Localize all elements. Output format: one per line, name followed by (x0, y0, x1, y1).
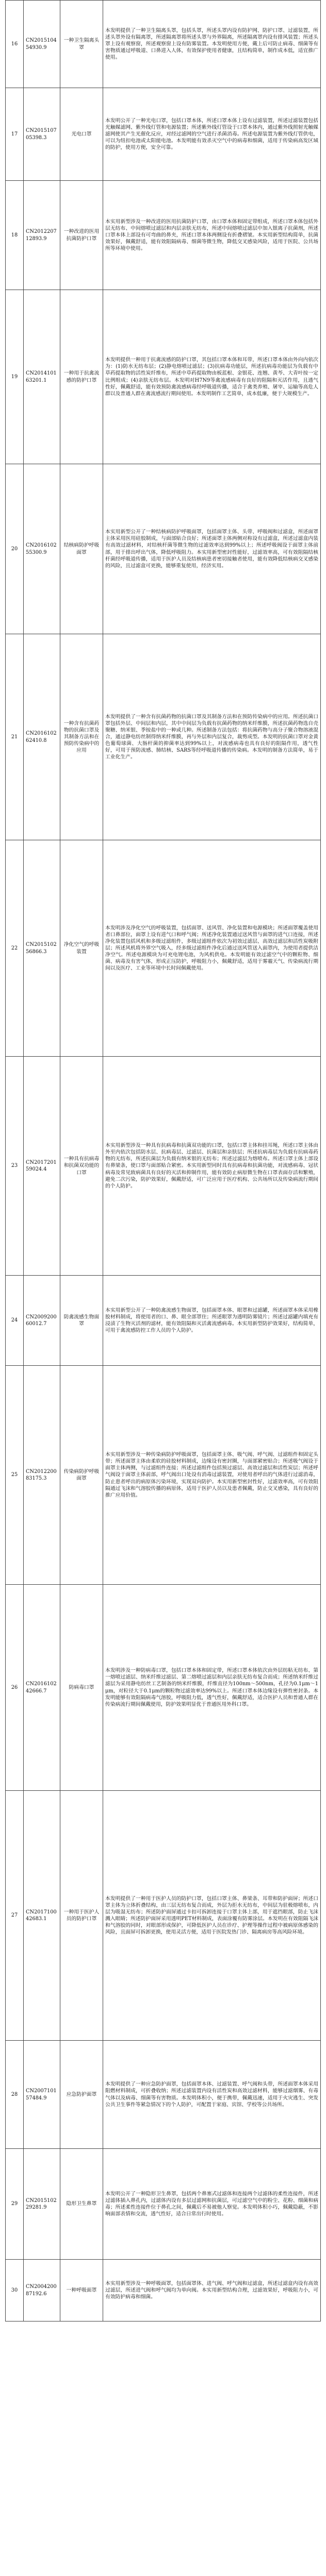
table-row (6, 2260, 321, 2321)
table-row (6, 1585, 321, 1791)
patent-title: 一种改进的医用抗菌防护口罩 (60, 181, 103, 290)
table-row (6, 1, 321, 88)
row-number: 29 (6, 2149, 24, 2260)
row-number: 18 (6, 181, 24, 290)
patent-abstract: 本实用新型涉及一种呼吸面罩，包括面罩体、进气阀、呼气阀和过滤盒，所述过滤盒内设有高效过滤层，所述进气阀和呼气阀均为单向阀。本实用新型结构合理，过滤效果好，呼吸阻力小，可有效防护病毒和细菌。 (103, 2260, 321, 2321)
row-number: 30 (6, 2260, 24, 2321)
table-row (6, 290, 321, 464)
patent-title: 一种呼吸面罩 (60, 2260, 103, 2321)
table-row (6, 840, 321, 1057)
row-number: 16 (6, 1, 24, 88)
patent-title: 防禽流感生物面罩 (60, 1276, 103, 1366)
patent-number: CN201510229281.9 (24, 2149, 60, 2260)
patent-number: CN201510454930.9 (24, 1, 60, 88)
row-number: 25 (6, 1366, 24, 1585)
patent-title: 一种用于抗禽流感的防护口罩 (60, 290, 103, 464)
table-row (6, 2149, 321, 2260)
row-number: 28 (6, 2041, 24, 2149)
patent-title: 应急防护面罩 (60, 2041, 103, 2149)
patent-title: 一种卫生隔离头罩 (60, 1, 103, 88)
patent-number: CN201220083175.3 (24, 1366, 60, 1585)
patent-abstract: 本发明提供了一种用于医护人员的防护口罩，包括口罩主体、鼻梁条、耳带和防护面屏；所述口罩主体为立体折叠结构，由三层无纺布复合而成，外层为拒水无纺布，中间层为驻极熔喷布，内层为吸湿无纺布；所述防护面屏通过卡扣可拆卸连接于口罩主体上部，用于遮挡眼部，防止飞沫溅入眼睛；所述防护面屏采用透明PET材料制成，表面涂覆有防雾涂层。本发明在有效阻隔飞沫和气溶胶的同时，对眼部形成保护，可降低医护人员在诊疗、护理等操作过程中被病原体感染的风险，且面屏可拆卸更换，使用灵活方便，适用于医院发热门诊、隔离病房等高风险环境。 (103, 1791, 321, 2041)
patent-number: CN201410163201.1 (24, 290, 60, 464)
row-number: 26 (6, 1585, 24, 1791)
row-number: 20 (6, 464, 24, 634)
patent-title: 传染病防护呼吸面罩 (60, 1366, 103, 1585)
patent-title: 光电口罩 (60, 88, 103, 181)
patent-title: 净化空气的呼吸装置 (60, 840, 103, 1057)
patent-abstract: 本发明公开了一种隐形卫生鼻罩，包括两个鼻塞式过滤体和连接两个过滤体的柔性连接件，所述过滤体插入鼻孔内，过滤体内设有多层过滤网和抗菌层，可过滤空气中的粉尘、花粉、细菌和病毒；所述柔性连接件位于鼻孔之间，佩戴后不易被他人察觉。本发明体积小巧，佩戴隐蔽，不影响面部表情和交流，透气性好，适合日常出行时使用。 (103, 2149, 321, 2260)
patent-table (5, 0, 321, 2321)
patent-number: CN201220712893.9 (24, 181, 60, 290)
patent-number: CN200710157484.9 (24, 2041, 60, 2149)
patent-abstract: 本实用新型公开了一种防禽流感生物面罩，包括面罩本体、眼罩和过滤罐，所述面罩本体采用橡胶材料制成，将使用者的口、鼻、眼全部罩住；所述眼罩为透明防雾镜片；所述过滤罐内填充有浸渍了生物灭活剂的滤材，能有效阻隔和灭活禽流感病毒。本实用新型防护效果好，结构简单，可用于禽流感防控工作人员的个人防护。 (103, 1276, 321, 1366)
patent-abstract: 本发明提供了一种应急防护面罩，包括面罩本体、过滤装置、呼气阀和头带，所述面罩本体采用阻燃材料制成，可折叠收纳；所述过滤装置内设有活性炭和高效过滤材料，能够过滤烟雾、有毒气体以及病毒、细菌等有害物质。本发明体积小，便于携带，佩戴迅速，适用于火灾逃生、突发公共卫生事件等紧急情况下的个人防护，可配置于家庭、宾馆、学校等公共场所。 (103, 2041, 321, 2149)
table-row (6, 181, 321, 290)
row-number: 24 (6, 1276, 24, 1366)
patent-abstract: 本实用新型涉及一种改进的医用抗菌防护口罩，由口罩本体和固定带组成，所述口罩本体包括外层无纺布、中间熔喷过滤层和内层亲肤无纺布，所述中间熔喷过滤层中加入银离子抗菌剂，所述口罩本体上部设有可弯曲的鼻夹，所述口罩本体两侧设有折叠褶皱。本实用新型结构简单，抗菌效果好，佩戴舒适，能有效阻隔病毒、细菌等微生物，降低交叉感染风险，适用于医院、公共场所等环境中使用。 (103, 181, 321, 290)
table-row (6, 1366, 321, 1585)
patent-abstract: 本实用新型涉及一种传染病防护呼吸面罩，包括面罩主体、吸气阀、呼气阀、过滤组件和固定头带；所述面罩主体由柔软的硅胶材料制成，边缘设有密封圈，与面部紧密贴合；所述吸气阀设于面罩主体两侧，与过滤组件连接；所述过滤组件包括预过滤层、高效过滤层和活性炭层；所述呼气阀设于面罩主体前部，呼气阀出口处设有消毒过滤装置，对使用者呼出的气体进行过滤消毒，防止患者呼出的病原体污染环境，实现双向防护。本实用新型密封性好，过滤效率高，可有效阻隔通过飞沫和气溶胶传播的病原体，适用于医护人员以及患者佩戴，防止交叉感染，具有良好的推广应用价值。 (103, 1366, 321, 1585)
patent-title: 结核病防护呼吸面罩 (60, 464, 103, 634)
patent-title: 一种含有抗菌药物的抗菌口罩及其制备方法和在预防传染病中的应用 (60, 634, 103, 840)
patent-number: CN201610242666.7 (24, 1585, 60, 1791)
patent-title: 一种用于医护人员的防护口罩 (60, 1791, 103, 2041)
table-row (6, 464, 321, 634)
table-row (6, 1791, 321, 2041)
row-number: 22 (6, 840, 24, 1057)
patent-title: 隐形卫生鼻罩 (60, 2149, 103, 2260)
patent-number: CN201610255300.9 (24, 464, 60, 634)
patent-abstract: 本发明涉及一种防病毒口罩，包括口罩本体和固定带，所述口罩本体依次由外层纺粘无纺布、第一熔喷过滤层、纳米纤维过滤层、第二熔喷过滤层和内层亲肤无纺布复合而成；所述纳米纤维过滤层为采用静电纺丝工艺制备的纳米纤维膜，纤维直径为100nm～500nm，孔径为0.1μm～1μm，对粒径大于0.1μm的颗粒物过滤效率达99%以上。所述口罩本体边缘设有弹性密封条。本发明能够有效阻隔病毒气溶胶，呼吸阻力低，透气性好，佩戴舒适，适合医护人员和普通人群在传染病流行期间佩戴使用，防护效果明显优于普通医用外科口罩。 (103, 1585, 321, 1791)
patent-number: CN201510256866.3 (24, 840, 60, 1057)
patent-abstract: 本发明公开了一种光电口罩，包括口罩本体，所述口罩本体上设有过滤装置，所述过滤装置包括光触媒滤网、紫外线灯管和电源装置；所述紫外线灯管设于口罩本体内，通过紫外线照射光触媒滤网使其产生光催化反应，对经过滤网的空气进行杀菌消毒。所述电源装置为紫外线灯管供电，可以为纽扣电池或太阳能电池。本发明能有效杀灭空气中的病毒和细菌，适用于传染病高发区域的防护，使用方便，安全可靠。 (103, 88, 321, 181)
patent-abstract: 本实用新型涉及一种具有抗病毒和抗菌双功能的口罩，包括口罩主体和挂耳绳，所述口罩主体由外至内依次包括防水层、抗病毒层、过滤层、抗菌层和亲肤层；所述抗病毒层为负载有抗病毒药物的无纺布，所述抗菌层为负载有纳米银的无纺布；所述过滤层为熔喷布。所述口罩主体上部设有鼻梁条，使口罩与面部贴合紧密。本实用新型同时具有抗病毒和抗菌功能，对流感病毒、冠状病毒及常见致病菌具有良好的灭活和抑制作用，能有效防止病原微生物在口罩表面存活和繁殖，避免二次污染，防护效果好，佩戴舒适，可广泛应用于医疗机构、公共场所以及传染病流行期间的个人防护。 (103, 1057, 321, 1276)
patent-number: CN200420087192.6 (24, 2260, 60, 2321)
table-row (6, 88, 321, 181)
patent-abstract: 本实用新型公开了一种结核病防护呼吸面罩，包括面罩主体、头带、呼吸阀和过滤盒，所述面罩主体采用医用硅胶制成，与面部贴合良好；所述面罩主体两侧对称设有过滤盒，所述过滤盒内装有高效过滤材料，对结核杆菌等微生物的过滤效率达到99%以上；所述呼吸阀设于面罩主体前部，用于排出呼出气体，降低呼吸阻力。本实用新型密封性能好，过滤效率高，可有效阻隔结核杆菌经呼吸道传播，适用于医护人员及结核病患者密切接触者使用，能有效降低结核病交叉感染的风险，且过滤盒可更换，能够重复使用，经济实用。 (103, 464, 321, 634)
patent-title: 防病毒口罩 (60, 1585, 103, 1791)
row-number: 23 (6, 1057, 24, 1276)
table-row (6, 1057, 321, 1276)
row-number: 19 (6, 290, 24, 464)
row-number: 27 (6, 1791, 24, 2041)
patent-number: CN200920060012.7 (24, 1276, 60, 1366)
patent-rows (6, 1, 321, 2321)
table-row (6, 1276, 321, 1366)
patent-abstract: 本发明提供了一种卫生隔离头罩，包括头罩，所述头罩内设有防护网、防护口罩、过滤装置，所述头罩外设有隔离罩，所述隔离罩将所述头罩与外界隔离，所述隔离罩内设有排风装置；所述头罩上设有观察窗，所述观察窗上设有防雾装置。本发明使用方便，戴上后可防止病毒、细菌等有害物质通过呼吸道、口鼻进入人体，有效保护使用者健康，且结构简单，制作成本低，适宜推广使用。 (103, 1, 321, 88)
patent-abstract: 本发明提供了一种含有抗菌药物的抗菌口罩及其制备方法和在预防传染病中的应用。所述抗菌口罩包括外层、中间层和内层，其中中间层为负载有抗菌药物的纳米纤维膜，所述抗菌药物选自壳聚糖、纳米银、季铵盐中的一种或几种。所述制备方法包括：将抗菌药物与高分子聚合物溶液混合，通过静电纺丝制得纳米纤维膜，再与外层和内层复合，裁剪成型。本发明的抗菌口罩对金黄色葡萄球菌、大肠杆菌的抑菌率达到99%以上，对流感病毒也具有良好的阻隔作用，透气性好，可用于预防流感、肺结核、SARS等经呼吸道传播的传染病。本发明的制备方法简单，易于工业化生产。 (103, 634, 321, 840)
patent-number: CN201710042683.1 (24, 1791, 60, 2041)
patent-abstract: 本发明涉及净化空气的呼吸装置，包括面罩、送风管、净化装置和电源模块；所述面罩覆盖使用者口鼻部位，面罩上设有进气口和呼气阀；所述净化装置通过送风管与面罩的进气口连接，所述净化装置包括风机和多级过滤组件，多级过滤组件依次为初效过滤层、高效过滤层和活性炭吸附层；所述风机将外界空气吸入，经多级过滤组件净化后通过送风管送入面罩内，为使用者提供洁净空气。所述电源模块为可充电锂电池，为风机供电。本发明能有效过滤空气中的颗粒物、细菌、病毒及有害气体，形成正压防护，呼吸阻力小，佩戴舒适，适用于雾霾天气、传染病流行期间以及医疗、工业等环境中长时间佩戴使用。 (103, 840, 321, 1057)
patent-abstract: 本发明提供一种用于抗禽流感的防护口罩，其包括口罩本体和耳带，所述口罩本体由外向内依次为：(1)防水无纺布层；(2)静电熔喷过滤层；(3)抗病毒功能层，所述抗病毒功能层为负载有中草药提取物的活性炭纤维布，所述中草药提取物由板蓝根、金银花、连翘、黄芩、大青叶按一定比例组成；(4)亲肤无纺布层。本发明对H7N9等禽流感病毒有良好的阻隔和灭活作用，且透气性好，佩戴舒适，能有效预防禽流感病毒经呼吸道传播，适合于禽类养殖、屠宰、运输等高危人群以及普通人群在禽流感流行期间使用。本发明制作工艺简单，成本低廉，便于大规模生产。 (103, 290, 321, 464)
patent-title: 一种具有抗病毒和抗菌双功能的口罩 (60, 1057, 103, 1276)
row-number: 17 (6, 88, 24, 181)
patent-number: CN201720159024.4 (24, 1057, 60, 1276)
patent-number: CN201610262410.8 (24, 634, 60, 840)
patent-number: CN201510705398.3 (24, 88, 60, 181)
table-row (6, 634, 321, 840)
table-row (6, 2041, 321, 2149)
row-number: 21 (6, 634, 24, 840)
